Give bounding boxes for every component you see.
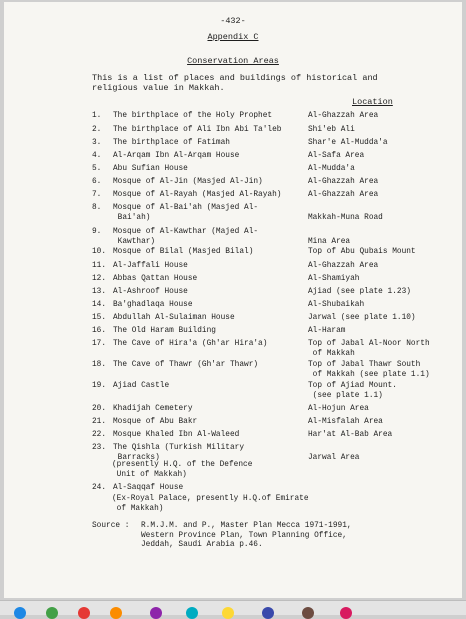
place-location: Ajiad (see plate 1.23) — [308, 288, 411, 296]
section-title: Conservation Areas — [187, 56, 279, 66]
item-number: 16. — [92, 327, 107, 335]
taskbar-app-icon[interactable] — [110, 607, 122, 619]
item-number: 3. — [92, 139, 102, 147]
place-location: Al-Misfalah Area — [308, 418, 383, 426]
page-number: -432- — [220, 16, 246, 26]
place-name: Mosque Khaled Ibn Al-Waleed — [113, 431, 240, 439]
place-name: The birthplace of the Holy Prophet — [113, 112, 273, 120]
item-number: 21. — [92, 418, 107, 426]
taskbar-app-icon[interactable] — [46, 607, 58, 619]
place-name: Ajiad Castle — [113, 382, 170, 390]
item-number: 8. — [92, 204, 102, 212]
intro-paragraph: This is a list of places and buildings of historical and religious value in Makkah. — [92, 73, 378, 93]
place-location: Top of Ajiad Mount. (see plate 1.1) — [308, 382, 397, 400]
place-location: Top of Jabal Al-Noor North of Makkah — [308, 340, 430, 358]
item-number: 20. — [92, 405, 107, 413]
place-location: Al-Mudda'a — [308, 165, 355, 173]
taskbar-app-icon[interactable] — [302, 607, 314, 619]
item-number: 11. — [92, 262, 107, 270]
taskbar-app-icon[interactable] — [222, 607, 234, 619]
place-name: Abu Sufian House — [113, 165, 188, 173]
item-24-note: (Ex-Royal Palace, presently H.Q.of Emirate of Makkah) — [112, 495, 309, 513]
item-number: 5. — [92, 165, 102, 173]
item-number: 9. — [92, 228, 102, 236]
place-name: The Cave of Thawr (Gh'ar Thawr) — [113, 361, 259, 369]
item-number: 4. — [92, 152, 102, 160]
item-number: 19. — [92, 382, 107, 390]
item-number: 23. — [92, 444, 107, 452]
source-label: Source : — [92, 522, 130, 530]
item-number: 14. — [92, 301, 107, 309]
place-name: The birthplace of Fatimah — [113, 139, 230, 147]
place-location: Al-Safa Area — [308, 152, 365, 160]
item-number: 12. — [92, 275, 107, 283]
item-number: 17. — [92, 340, 107, 348]
item-number: 22. — [92, 431, 107, 439]
taskbar-app-icon[interactable] — [14, 607, 26, 619]
place-location: Mina Area — [308, 237, 351, 246]
place-name: Al-Jaffali House — [113, 262, 188, 270]
place-name: Mosque of Al-Jin (Masjed Al-Jin) — [113, 178, 263, 186]
place-location: Al-Shubaikah — [308, 301, 365, 309]
place-name: The Qishla (Turkish Military Barracks) — [113, 444, 245, 462]
place-name: Al-Saqqaf House — [113, 484, 184, 492]
taskbar-app-icon[interactable] — [340, 607, 352, 619]
taskbar-app-icon[interactable] — [150, 607, 162, 619]
place-location: Top of Jabal Thawr South of Makkah (see plate 1.1) — [308, 361, 430, 379]
place-name: Al-Arqam Ibn Al-Arqam House — [113, 152, 240, 160]
taskbar-app-icon[interactable] — [262, 607, 274, 619]
place-name: Khadijah Cemetery — [113, 405, 193, 413]
item-23-note: (presently H.Q. of the Defence Unit of Makkah) — [112, 461, 253, 479]
place-name: Ba'ghadlaqa House — [113, 301, 193, 309]
item-number: 24. — [92, 484, 107, 492]
item-number: 2. — [92, 126, 102, 134]
source-text: R.M.J.M. and P., Master Plan Mecca 1971-1991, Western Province Plan, Town Planning Office, Jeddah, Saudi Arabia p.46. — [141, 522, 352, 549]
place-name: The Cave of Hira'a (Gh'ar Hira'a) — [113, 340, 268, 348]
place-location: Al-Hojun Area — [308, 405, 369, 413]
item-number: 13. — [92, 288, 107, 296]
place-location: Jarwal (see plate 1.10) — [308, 314, 416, 322]
item-number: 18. — [92, 361, 107, 369]
place-name: Mosque of Bilal (Masjed Bilal) — [113, 248, 254, 256]
place-location: Har'at Al-Bab Area — [308, 431, 393, 439]
item-number: 1. — [92, 112, 102, 120]
place-name: The birthplace of Ali Ibn Abi Ta'leb — [113, 126, 282, 134]
place-name: The Old Haram Building — [113, 327, 216, 335]
taskbar-app-icon[interactable] — [186, 607, 198, 619]
place-name: Mosque of Al-Rayah (Masjed Al-Rayah) — [113, 191, 282, 199]
taskbar — [0, 600, 466, 615]
place-location: Top of Abu Qubais Mount — [308, 248, 416, 256]
item-number: 7. — [92, 191, 102, 199]
item-number: 15. — [92, 314, 107, 322]
place-location: Shar'e Al-Mudda'a — [308, 139, 388, 147]
appendix-title: Appendix C — [207, 32, 259, 42]
place-location: Makkah-Muna Road — [308, 213, 383, 222]
place-location: Al-Ghazzah Area — [308, 178, 379, 186]
place-name: Mosque of Al-Kawthar (Majed Al- Kawthar) — [113, 228, 259, 246]
place-name: Abbas Qattan House — [113, 275, 198, 283]
item-number: 10. — [92, 248, 107, 256]
place-location: Al-Haram — [308, 327, 346, 335]
location-heading: Location — [352, 97, 393, 107]
place-name: Mosque of Abu Bakr — [113, 418, 198, 426]
place-location: Al-Ghazzah Area — [308, 262, 379, 270]
place-location: Al-Shamiyah — [308, 275, 360, 283]
place-location: Shi'eb Ali — [308, 126, 355, 134]
place-location: Al-Ghazzah Area — [308, 191, 379, 199]
taskbar-app-icon[interactable] — [78, 607, 90, 619]
place-name: Abdullah Al-Sulaiman House — [113, 314, 235, 322]
place-location: Jarwal Area — [308, 453, 360, 462]
item-number: 6. — [92, 178, 102, 186]
place-name: Al-Ashroof House — [113, 288, 188, 296]
place-name: Mosque of Al-Bai'ah (Masjed Al- Bai'ah) — [113, 204, 259, 222]
place-location: Al-Ghazzah Area — [308, 112, 379, 120]
